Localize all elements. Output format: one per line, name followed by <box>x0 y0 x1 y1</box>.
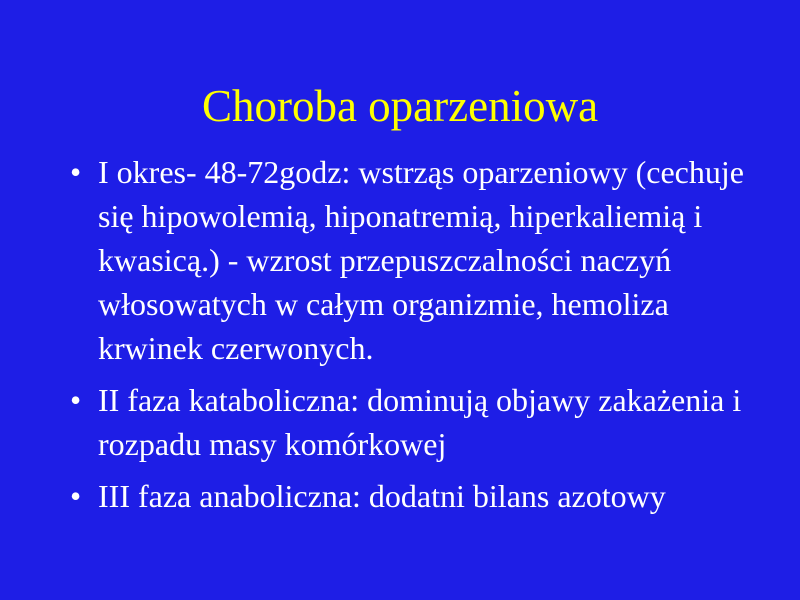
bullet-item <box>68 150 768 370</box>
bullet-dot-icon: • <box>70 154 82 190</box>
bullet-item <box>68 378 768 466</box>
bullet-text: II faza kataboliczna: dominują objawy zakażenia i rozpadu masy komórkowej <box>98 382 742 462</box>
bullet-text: I okres- 48-72godz: wstrząs oparzeniowy (cechuje się hipowolemią, hiponatremią, hiperkaliemią i kwasicą.) - wzrost przepuszczalności naczyń włosowatych w całym organizmie, hemoliza krwinek czerwonych. <box>98 154 744 366</box>
slide-title: Choroba oparzeniowa <box>201 81 599 131</box>
bullet-item <box>68 474 768 518</box>
bullet-text: III faza anaboliczna: dodatni bilans azotowy <box>98 478 666 514</box>
bullet-dot-icon: • <box>70 382 82 418</box>
bullet-list <box>68 150 768 518</box>
bullet-dot-icon: • <box>70 478 82 514</box>
